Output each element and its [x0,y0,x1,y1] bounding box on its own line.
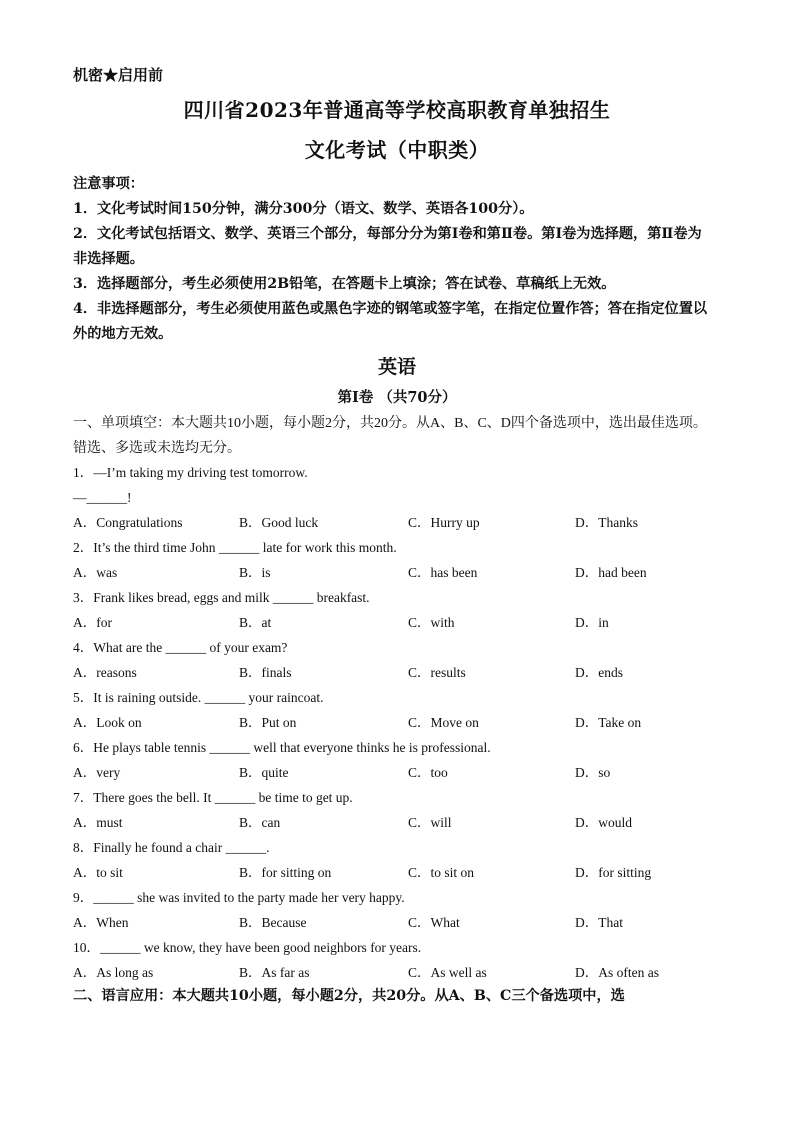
option-a: A．for [73,615,112,630]
option-d: D．Thanks [575,515,638,530]
question-stem: 6．He plays table tennis ______ well that everyone thinks he is professional. [73,740,491,755]
option-a: A．was [73,565,118,580]
section2-instructions: 二、语言应用：本大题共10小题，每小题2分，共20分。从A、B、C三个备选项中，选 [73,988,625,1004]
question-stem: 1．—I’m taking my driving test tomorrow. [73,465,308,480]
option-d: D．As often as [575,965,659,980]
option-row [73,810,713,835]
option-b: B．is [239,565,271,580]
option-c: C．has been [408,565,478,580]
question-list [73,460,713,985]
option-c: C．Move on [408,715,479,730]
option-d: D．That [575,915,623,930]
option-c: C．to sit on [408,865,475,880]
option-d: D．had been [575,565,647,580]
exam-title: 四川省2023年普通高等学校高职教育单独招生 [183,98,611,122]
option-d: D．so [575,765,611,780]
option-a: A．As long as [73,965,154,980]
option-row [73,960,713,985]
option-b: B．quite [239,765,289,780]
option-a: A．reasons [73,665,137,680]
option-d: D．in [575,615,609,630]
option-d: D．would [575,815,632,830]
option-b: B．Good luck [239,515,319,530]
question-stem: 10．______ we know, they have been good neighbors for years. [73,940,422,955]
notes-heading: 注意事项： [73,176,144,192]
option-c: C．results [408,665,466,680]
question-stem: 2．It’s the third time John ______ late for work this month. [73,540,397,555]
option-row [73,760,713,785]
option-c: C．will [408,815,452,830]
option-c: C．with [408,615,455,630]
option-row [73,710,713,735]
option-c: C．too [408,765,448,780]
option-a: A．Congratulations [73,515,183,530]
option-row [73,610,713,635]
option-a: A．to sit [73,865,123,880]
question-stem: 9．______ she was invited to the party made her very happy. [73,890,405,905]
confidential-mark: 机密★启用前 [73,66,164,84]
option-a: A．must [73,815,123,830]
part-heading: 第Ⅰ卷 （共70分） [337,389,457,406]
option-b: B．Put on [239,715,297,730]
exam-subtitle: 文化考试（中职类） [304,138,490,162]
question-stem: 5．It is raining outside. ______ your raincoat. [73,690,324,705]
option-b: B．Because [239,915,307,930]
notes-block [73,172,713,347]
option-d: D．ends [575,665,623,680]
option-row [73,910,713,935]
option-row [73,660,713,685]
question-stem: 4．What are the ______ of your exam? [73,640,288,655]
option-row [73,510,713,535]
section1-instructions: 一、单项填空：本大题共10小题，每小题2分，共20分。从A、B、C、D四个备选项中，选出最佳选项。错选、多选或未选均无分。 [73,416,707,456]
option-a: A．very [73,765,121,780]
note-item-2: 2．文化考试包括语文、数学、英语三个部分，每部分分为第Ⅰ卷和第Ⅱ卷。第Ⅰ卷为选择题，第Ⅱ卷为非选择题。 [73,226,702,267]
option-d: D．for sitting [575,865,652,880]
note-item-3: 3．选择题部分，考生必须使用2B铅笔，在答题卡上填涂；答在试卷、草稿纸上无效。 [73,276,616,292]
subject-heading: 英语 [377,356,416,378]
option-c: C．As well as [408,965,487,980]
option-c: C．Hurry up [408,515,480,530]
note-item-4: 4．非选择题部分，考生必须使用蓝色或黑色字迹的钢笔或签字笔，在指定位置作答；答在指定位置以外的地方无效。 [73,301,708,342]
option-d: D．Take on [575,715,642,730]
question-stem: 3．Frank likes bread, eggs and milk ______ breakfast. [73,590,370,605]
question-stem: 8．Finally he found a chair ______. [73,840,270,855]
option-c: C．What [408,915,460,930]
option-b: B．for sitting on [239,865,332,880]
note-item-1: 1．文化考试时间150分钟，满分300分（语文、数学、英语各100分）。 [73,201,534,217]
option-a: A．When [73,915,129,930]
question-stem-reply: —______! [73,490,132,505]
option-b: B．at [239,615,272,630]
option-row [73,860,713,885]
option-row [73,560,713,585]
option-b: B．can [239,815,281,830]
option-b: B．finals [239,665,292,680]
question-stem: 7．There goes the bell. It ______ be time to get up. [73,790,353,805]
option-a: A．Look on [73,715,142,730]
option-b: B．As far as [239,965,310,980]
